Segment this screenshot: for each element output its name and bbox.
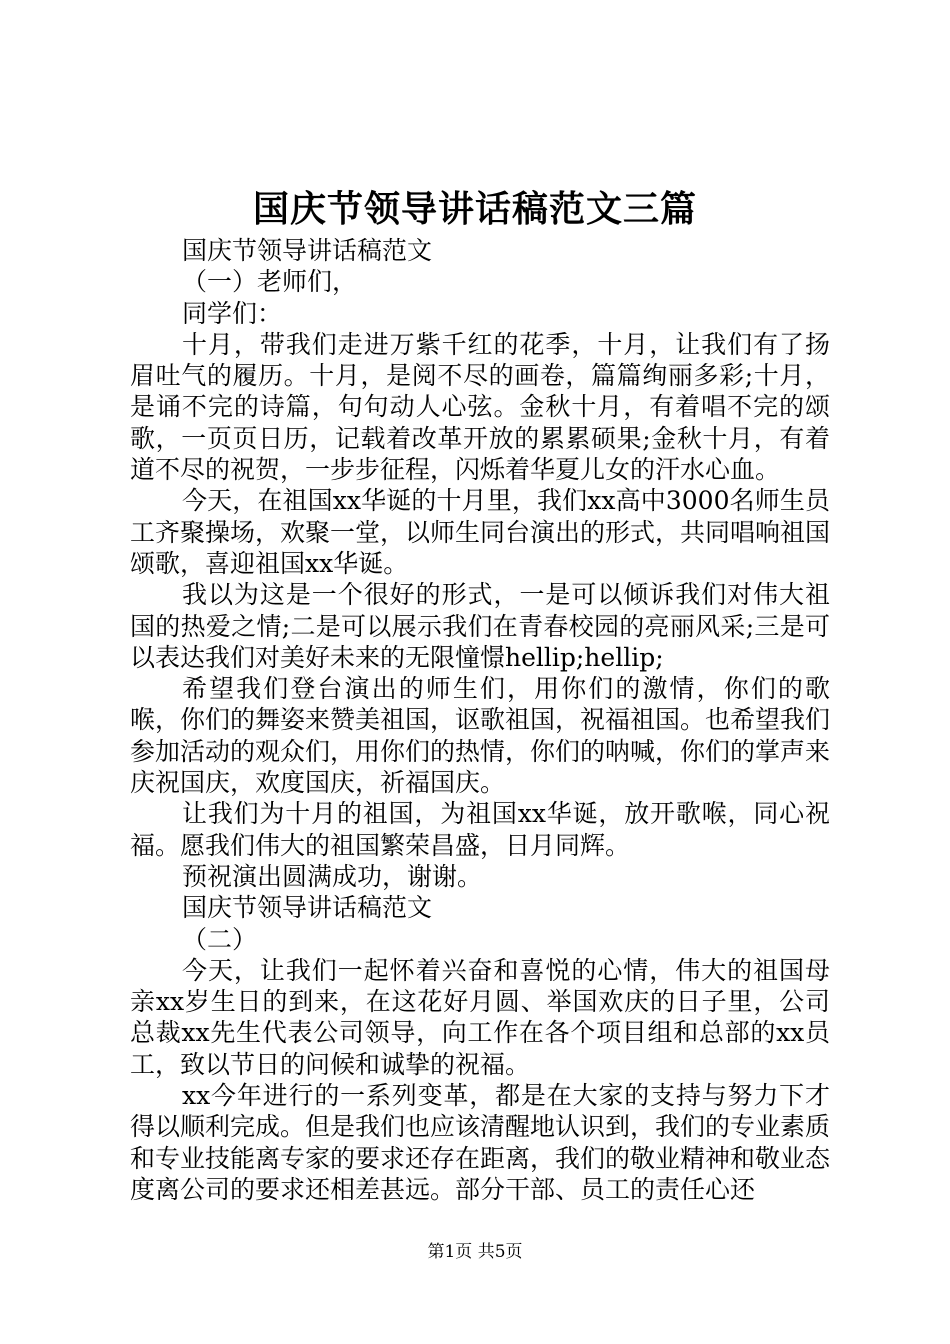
paragraph: 今天，在祖国xx华诞的十月里，我们xx高中3000名师生员工齐聚操场，欢聚一堂，以师生同台演出的形式，共同唱响祖国颂歌，喜迎祖国xx华诞。 <box>130 486 831 578</box>
paragraph: 让我们为十月的祖国，为祖国xx华诞，放开歌喉，同心祝福。愿我们伟大的祖国繁荣昌盛，日月同辉。 <box>130 799 830 860</box>
paragraph: 今天，让我们一起怀着兴奋和喜悦的心情，伟大的祖国母亲xx岁生日的到来，在这花好月圆、举国欢庆的日子里，公司总裁xx先生代表公司领导，向工作在各个项目组和总部的xx员工，致以节日的问候和诚挚的祝福。 <box>130 955 830 1079</box>
document-title: 国庆节领导讲话稿范文三篇 <box>252 188 697 230</box>
document-body <box>130 235 830 1205</box>
paragraph: xx今年进行的一系列变革，都是在大家的支持与努力下才得以顺利完成。但是我们也应该清醒地认识到，我们的专业素质和专业技能离专家的要求还存在距离，我们的敬业精神和敬业态度离公司的要求还相差甚远。部分干部、员工的责任心还 <box>130 1081 831 1204</box>
paragraph: 同学们： <box>182 298 283 328</box>
paragraph: 希望我们登台演出的师生们，用你们的激情，你们的歌喉，你们的舞姿来赞美祖国，讴歌祖国，祝福祖国。也希望我们参加活动的观众们，用你们的热情，你们的呐喊，你们的掌声来庆祝国庆，欢度国庆，祈福国庆。 <box>130 674 831 798</box>
paragraph: 预祝演出圆满成功，谢谢。 <box>182 861 483 891</box>
page-footer: 第1页 共5页 <box>427 1242 523 1262</box>
paragraph: （一）老师们， <box>182 267 358 297</box>
paragraph: 国庆节领导讲话稿范文 <box>182 236 433 265</box>
paragraph: 十月，带我们走进万紫千红的花季，十月，让我们有了扬眉吐气的履历。十月，是阅不尽的画卷，篇篇绚丽多彩;十月，是诵不完的诗篇，句句动人心弦。金秋十月，有着唱不完的颂歌，一页页日历，记载着改革开放的累累硕果;金秋十月，有着道不尽的祝贺，一步步征程，闪烁着华夏儿女的汗水心血。 <box>130 329 830 485</box>
paragraph: 我以为这是一个很好的形式，一是可以倾诉我们对伟大祖国的热爱之情;二是可以展示我们在青春校园的亮丽风采;三是可以表达我们对美好未来的无限憧憬hellip;hellip; <box>130 580 830 672</box>
paragraph: 国庆节领导讲话稿范文 <box>182 893 433 923</box>
paragraph: （二） <box>182 924 258 954</box>
